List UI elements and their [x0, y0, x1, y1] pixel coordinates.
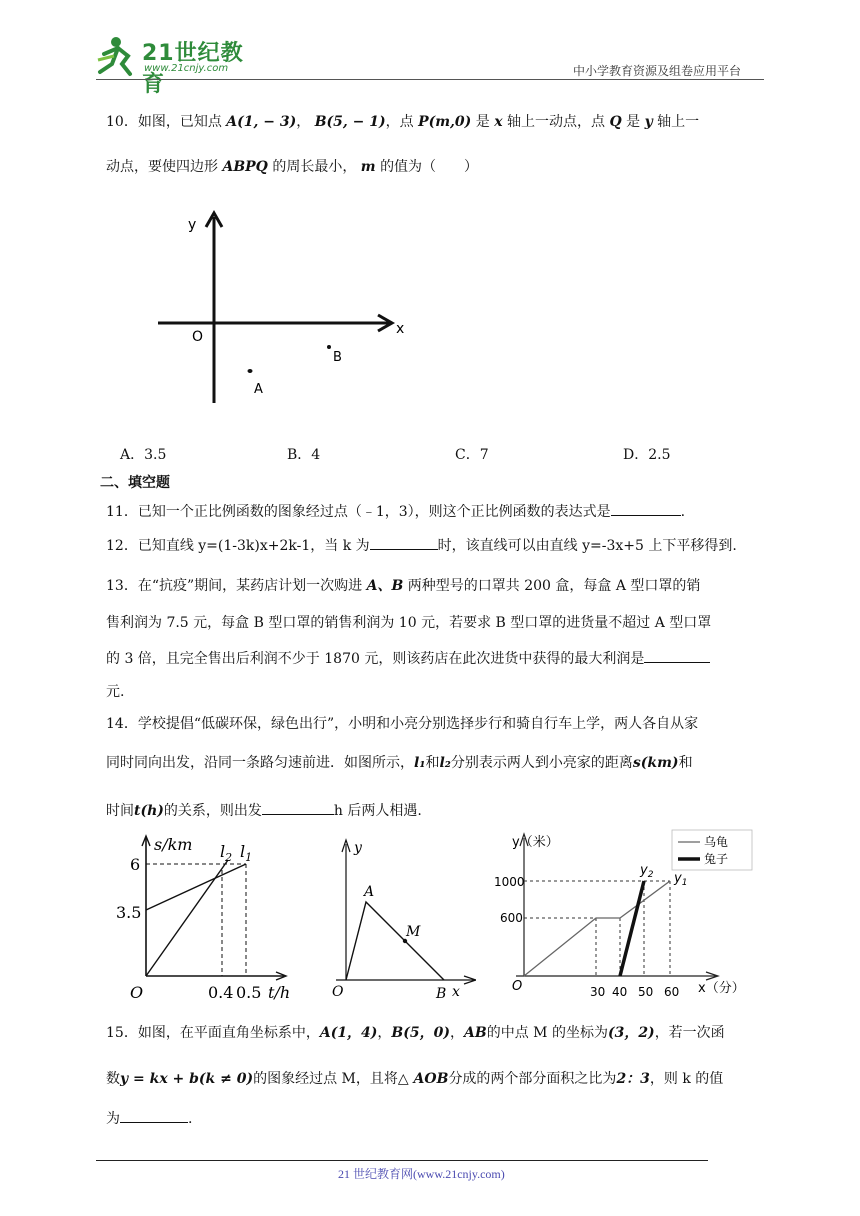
fig3-xtick-60: 60 — [664, 985, 680, 999]
fig3-y1-label: $y_1$ — [674, 871, 688, 888]
q14-answer-blank[interactable] — [262, 800, 334, 815]
fig2-origin: O — [332, 984, 344, 1000]
fig3-legend-hare: 兔子 — [704, 852, 729, 866]
fig3-legend-tortoise: 乌龟 — [704, 835, 729, 849]
q10-point-b — [327, 345, 331, 349]
fig3-origin: O — [512, 979, 523, 994]
fig1-xtick-0-5: 0.5 — [236, 983, 262, 1002]
fig3-ytick-600: 600 — [500, 911, 523, 925]
footer-divider — [96, 1160, 708, 1161]
q14-st-graph — [108, 826, 308, 1006]
q14-line3: 时间t(h)的关系，则出发 h 后两人相遇. — [106, 800, 422, 821]
q10-line1: 10．如图，已知点 A(1, − 3)， B(5, − 1)，点 P(m,0) 是 x 轴上一动点，点 Q 是 y 轴上一 — [106, 114, 700, 130]
q13-line3: 的 3 倍，且完全售出后利润不少于 1870 元，则该药店在此次进货中获得的最大利润是 — [106, 648, 710, 669]
q12-answer-blank[interactable] — [370, 535, 438, 550]
q10-point-a — [248, 369, 253, 373]
q14-line1: 14．学校提倡“低碳环保，绿色出行”，小明和小亮分别选择步行和骑自行车上学，两人各自从家 — [106, 716, 699, 732]
tortoise-hare-graph — [494, 828, 754, 1008]
q10-b-label: B — [333, 350, 342, 365]
fig3-xtick-30: 30 — [590, 985, 606, 999]
fig3-x-label: x（分） — [698, 981, 745, 996]
fig1-l2-label: $l_2$ — [220, 842, 233, 864]
fig3-ytick-1000: 1000 — [494, 875, 525, 889]
fig1-line-l1 — [146, 864, 246, 910]
q10-option-c[interactable]: C．7 — [455, 447, 489, 463]
header-platform-text: 中小学教育资源及组卷应用平台 — [573, 64, 742, 78]
q13-line1: 13．在“抗疫”期间，某药店计划一次购进 A、B 两种型号的口罩共 200 盒，每盒 A 型口罩的销 — [106, 578, 701, 594]
fig1-ytick-6: 6 — [130, 855, 141, 874]
fig1-l1-label: $l_1$ — [240, 842, 253, 864]
fig2-triangle-sides — [346, 902, 444, 980]
logo-url: www.21cnjy.com — [144, 63, 229, 74]
fig2-a-label: A — [364, 884, 375, 900]
q10-y-label: y — [188, 217, 197, 233]
fig3-xtick-40: 40 — [612, 985, 628, 999]
q10-x-label: x — [396, 321, 405, 337]
logo-text: 21世纪教育 — [142, 41, 244, 97]
q10-option-b[interactable]: B．4 — [287, 447, 321, 463]
fig2-m-label: M — [406, 924, 421, 940]
q14-line2: 同时同向出发，沿同一条路匀速前进．如图所示，l₁和l₂分别表示两人到小亮家的距离s(km)和 — [106, 755, 693, 771]
fig1-xtick-0-4: 0.4 — [208, 983, 234, 1002]
fig1-x-label: t/h — [268, 983, 291, 1002]
q10-a-label: A — [254, 382, 263, 397]
fig3-xtick-50: 50 — [638, 985, 654, 999]
fig1-line-l2 — [146, 860, 228, 976]
q10-origin-label: O — [192, 329, 204, 345]
section-fill-blank-title: 二、填空题 — [100, 475, 170, 491]
footer-text: 21 世纪教育网(www.21cnjy.com) — [338, 1167, 505, 1181]
fig3-tortoise-line — [524, 881, 670, 976]
q12: 12．已知直线 y=(1-3k)x+2k-1，当 k 为 时，该直线可以由直线 y=-3x+5 上下平移得到. — [106, 535, 737, 556]
header-divider — [96, 79, 764, 80]
header-logo — [94, 34, 264, 97]
q15-line2: 数y = kx + b(k ≠ 0)的图象经过点 M，且将△ AOB分成的两个部分面积之比为2：3，则 k 的值 — [106, 1071, 724, 1087]
fig1-origin: O — [130, 983, 144, 1002]
q11: 11．已知一个正比例函数的图象经过点（﹣1，3），则这个正比例函数的表达式是 . — [106, 501, 685, 522]
q15-triangle-graph — [326, 830, 476, 1000]
q15-answer-blank[interactable] — [120, 1108, 188, 1123]
q13-answer-blank[interactable] — [644, 648, 710, 663]
fig3-hare-line — [620, 881, 644, 976]
fig2-x-label: x — [452, 984, 460, 1000]
q11-answer-blank[interactable] — [611, 501, 681, 516]
q15-line3: 为 . — [106, 1108, 192, 1129]
q10-figure — [150, 205, 420, 405]
q15-line1: 15．如图，在平面直角坐标系中，A(1，4)，B(5，0)，AB的中点 M 的坐标为(3，2)，若一次函 — [106, 1025, 725, 1041]
fig3-y-label: y（米） — [512, 835, 559, 850]
q13-line2: 售利润为 7.5 元，每盒 B 型口罩的销售利润为 10 元，若要求 B 型口罩的进货量不超过 A 型口罩 — [106, 615, 712, 631]
fig2-y-label: y — [354, 840, 362, 856]
fig1-y-label: s/km — [154, 835, 193, 854]
fig3-y2-label: $y_2$ — [640, 863, 654, 880]
q10-option-a[interactable]: A．3.5 — [120, 447, 167, 463]
q10-line2: 动点，要使四边形 ABPQ 的周长最小， m 的值为（ ） — [106, 159, 479, 175]
fig1-ytick-3-5: 3.5 — [116, 903, 142, 922]
q10-option-d[interactable]: D．2.5 — [623, 447, 671, 463]
q13-line4: 元. — [106, 684, 125, 700]
fig2-b-label: B — [436, 986, 447, 1000]
